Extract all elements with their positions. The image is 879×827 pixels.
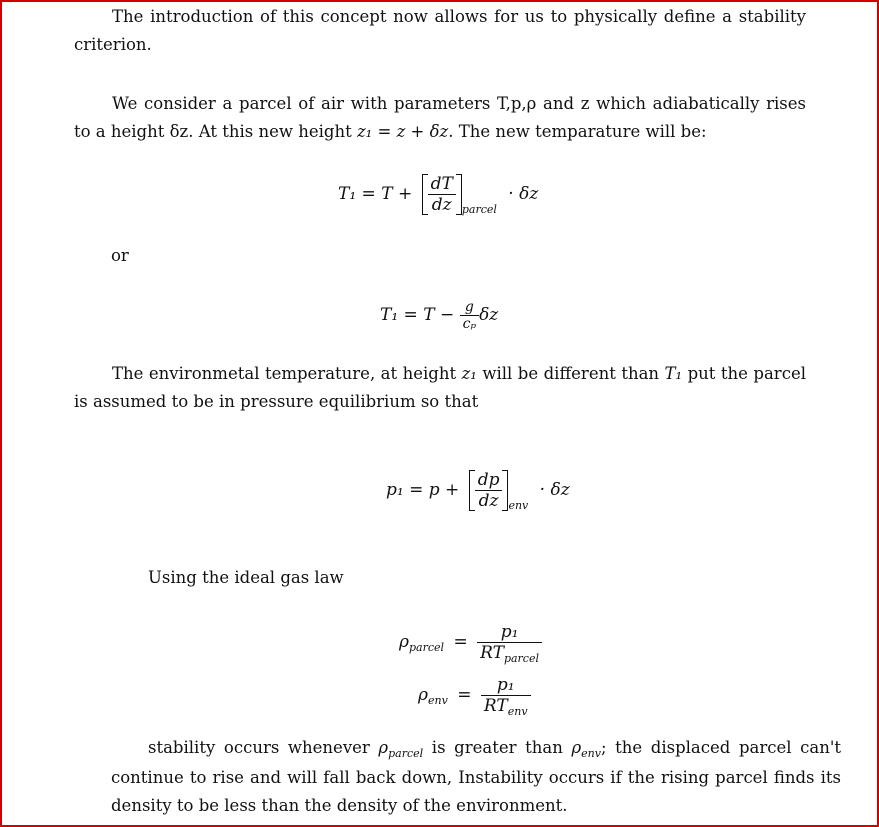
paragraph-environment-temperature [74, 360, 806, 416]
equation-lhs: ρ [418, 685, 428, 705]
equation-lhs: ρ [399, 632, 409, 652]
fraction-numerator: dT [430, 174, 453, 194]
paragraph-text: We consider a parcel of air with parameters T,p,ρ and z which adiabatically rises to a height δz. At this new height [74, 94, 806, 141]
inline-env-subscript: env [581, 747, 601, 760]
denominator-RT: RT [483, 696, 508, 716]
inline-parcel-subscript: parcel [388, 747, 424, 760]
derivative-fraction [428, 174, 456, 215]
paragraph-text: will be different than [476, 364, 665, 383]
fraction-denominator [481, 695, 531, 716]
equation-density-parcel [399, 622, 542, 663]
fraction-numerator: p₁ [500, 622, 519, 642]
subscript-parcel: parcel [503, 652, 539, 665]
fraction-numerator: g [464, 299, 474, 315]
equation-tail: · δz [539, 480, 570, 500]
equation-lhs: T₁ = T − [380, 305, 455, 325]
inline-equation-z1: z₁ = z + δz [356, 122, 449, 141]
paragraph-text: is greater than [423, 738, 572, 757]
lapse-fraction [460, 299, 479, 332]
fraction-denominator: dz [475, 490, 503, 511]
inline-z1: z₁ [461, 364, 477, 383]
inline-rho-env: ρ [571, 738, 582, 757]
denominator-RT: RT [480, 643, 504, 663]
paragraph-stability-criterion [74, 3, 806, 59]
paragraph-text: The environmetal temperature, at height [112, 364, 462, 383]
fraction-numerator: p₁ [496, 675, 515, 695]
equation-pressure-equilibrium [386, 470, 570, 511]
inline-T1: T₁ [664, 364, 683, 383]
equation-tail: · δz [508, 184, 539, 204]
connector-text: or [111, 246, 129, 265]
density-fraction [481, 675, 531, 716]
connector-or [111, 242, 129, 270]
subscript-parcel: parcel [409, 641, 445, 654]
density-fraction [477, 622, 542, 663]
subscript-env: env [428, 694, 448, 707]
equation-density-env [418, 675, 531, 716]
subscript-env: env [507, 705, 528, 718]
paragraph-ideal-gas [148, 564, 344, 592]
equation-lhs: T₁ = T + [338, 184, 413, 204]
equals-sign: = [453, 632, 468, 652]
paragraph-stability-condition [111, 734, 841, 820]
fraction-denominator: cₚ [460, 315, 479, 332]
derivative-fraction [475, 470, 503, 511]
paragraph-text: stability occurs whenever [148, 738, 379, 757]
equation-tail: δz [479, 305, 499, 325]
equation-temperature-lapse [380, 299, 498, 332]
inline-rho-parcel: ρ [378, 738, 389, 757]
paragraph-parcel-description [74, 90, 806, 146]
paragraph-text: ; the displaced parcel can't continue to rise and will fall back down, Instability occurs if the rising parcel finds its density to be less than the density of the environment. [111, 738, 842, 815]
subscript-parcel: parcel [461, 203, 497, 216]
equation-lhs: p₁ = p + [386, 480, 460, 500]
fraction-denominator [477, 642, 542, 663]
subscript-env: env [508, 499, 529, 512]
fraction-denominator: dz [428, 194, 456, 215]
paragraph-text: put the parcel is assumed to be in pressure equilibrium so that [74, 364, 806, 411]
bracket-group [469, 470, 509, 511]
equals-sign: = [457, 685, 472, 705]
paragraph-text: . The new temparature will be: [448, 122, 707, 141]
paragraph-text: The introduction of this concept now allows for us to physically define a stability criterion. [74, 7, 806, 54]
bracket-group [422, 174, 462, 215]
paragraph-text: Using the ideal gas law [148, 568, 344, 587]
fraction-numerator: dp [477, 470, 500, 490]
equation-temperature-parcel [338, 174, 538, 215]
